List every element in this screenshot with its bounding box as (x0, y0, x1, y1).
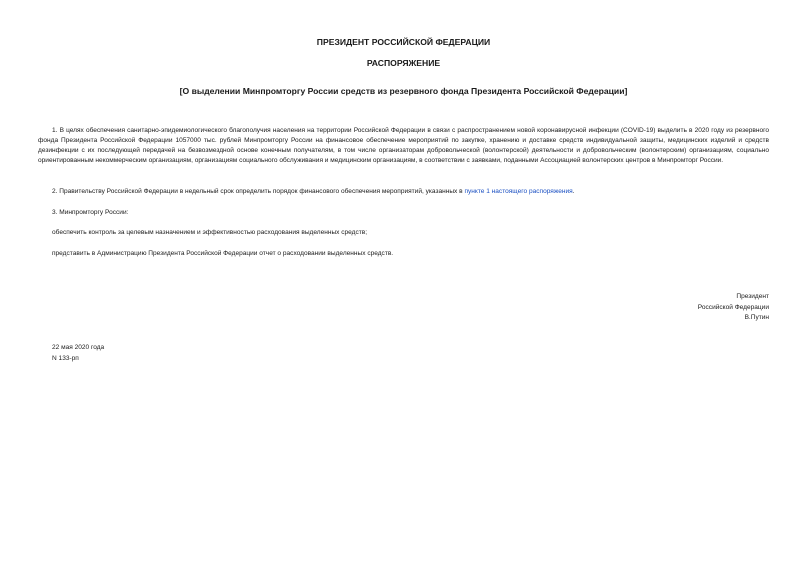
paragraph-3-item-report: представить в Администрацию Президента Российской Федерации отчет о расходовании выделенных средств. (52, 250, 394, 257)
document-footer (52, 343, 104, 364)
paragraph-1: 1. В целях обеспечения санитарно-эпидемиологического благополучия населения на территории Российской Федерации в связи с распространением новой коронавирусной инфекции (COVID-19) выделить в 2020 году из резервного фонда Президента Российской Федерации 1057000 тыс. рублей Минпромторгу России на финансовое обеспечение мероприятий по закупке, хранению и доставке средств индивидуальной защиты, медицинских изделий и средств дезинфекции с их последующей передачей на безвозмездной основе конечным получателям, в том числе организаторам добровольческой (волонтерской) деятельности и добровольческим (волонтерским) организациям, социально ориентированным некоммерческим организациям, организациям социального обслуживания и медицинским организациям, в соответствии с заявками, поданными Ассоциацией волонтерских центров в Минпромторг России. (38, 127, 769, 164)
paragraph-3-item-control: обеспечить контроль за целевым назначением и эффективностью расходования выделенных средств; (52, 229, 368, 236)
document-number: N 133-рп (52, 354, 79, 362)
paragraph-2-text-before: 2. Правительству Российской Федерации в недельный срок определить порядок финансового обеспечения мероприятий, указанных в (52, 188, 465, 195)
document-issuer: ПРЕЗИДЕНТ РОССИЙСКОЙ ФЕДЕРАЦИИ (316, 37, 491, 47)
document-title: [О выделении Минпромторгу России средств из резервного фонда Президента Российской Федерации] (179, 86, 628, 96)
signature-position-cont: Российской Федерации (697, 303, 769, 311)
paragraph-2-text-after: . (572, 188, 575, 195)
paragraph-1-reference-link[interactable]: пункте 1 настоящего распоряжения (464, 188, 573, 195)
paragraph-2 (52, 187, 783, 197)
signature-name: В.Путин (744, 314, 769, 321)
document-date: 22 мая 2020 года (52, 344, 105, 351)
paragraph-3: 3. Минпромторгу России: (52, 209, 129, 216)
document-type: РАСПОРЯЖЕНИЕ (366, 58, 441, 68)
signature-position: Президент (736, 293, 769, 300)
signature-block (698, 292, 769, 324)
